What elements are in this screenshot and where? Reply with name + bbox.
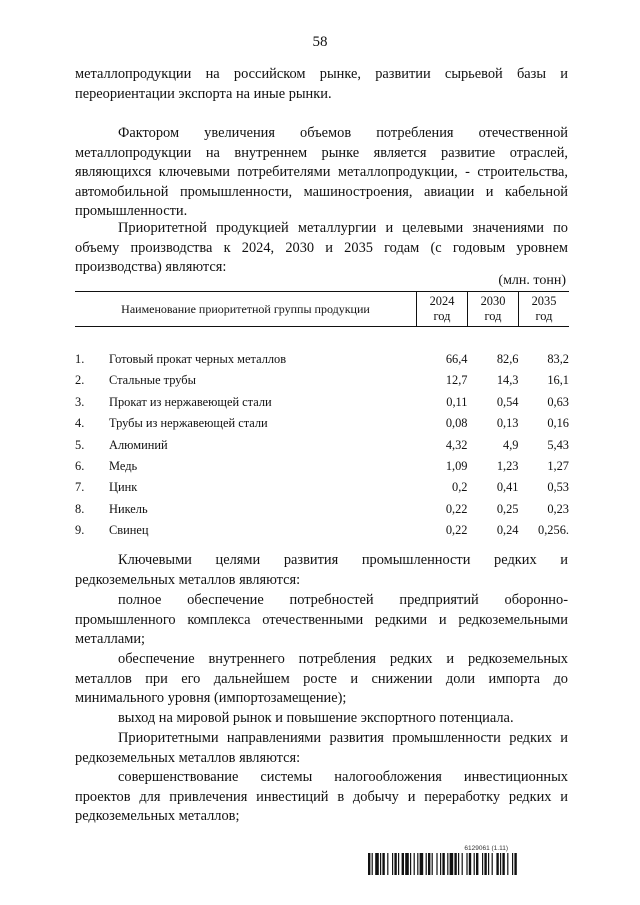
value-2024: 0,22 — [445, 523, 468, 538]
value-2030: 0,24 — [496, 523, 519, 538]
value-2030: 4,9 — [503, 437, 519, 452]
barcode-bar — [426, 853, 427, 875]
header-year-2035: 2035 год — [519, 292, 570, 327]
barcode-bar — [514, 853, 516, 875]
barcode-bar — [440, 853, 441, 875]
value-2024: 0,2 — [452, 480, 468, 495]
paragraph-goal-export: выход на мировой рынок и повышение экспортного потенциала. — [118, 710, 514, 726]
page-number: 58 — [312, 34, 328, 50]
barcode-bar — [458, 853, 459, 875]
barcode-bar — [368, 853, 370, 875]
value-2024: 12,7 — [445, 373, 468, 388]
barcode-bar — [484, 853, 486, 875]
barcode-code: 6129061 (1.11) — [464, 845, 508, 852]
paragraph-directions-intro: Приоритетными направлениями развития промышленности редких и редкоземельных металлов являются: — [75, 730, 568, 766]
barcode-bar — [387, 853, 388, 875]
barcode-bar — [398, 853, 399, 875]
barcode-bar — [482, 853, 483, 875]
value-2035: 1,27 — [547, 459, 569, 474]
row-number: 3. — [75, 394, 85, 409]
value-2030: 0,25 — [496, 501, 519, 516]
paragraph-priority-products: Приоритетной продукцией металлургии и целевыми значениями по объему производства к 2024, 2030 и 2035 годам (с годовым уровнем производства) являются: — [75, 220, 568, 276]
barcode-bar — [417, 853, 418, 875]
table-row — [75, 413, 569, 434]
row-name: Прокат из нержавеющей стали — [109, 394, 272, 409]
value-2035: 5,43 — [547, 437, 569, 452]
value-2035: 0,16 — [547, 416, 569, 431]
row-name: Цинк — [109, 480, 138, 495]
row-name: Медь — [109, 459, 138, 474]
value-2024: 1,09 — [445, 459, 468, 474]
barcode-bar — [420, 853, 424, 875]
barcode-bar — [375, 853, 379, 875]
barcode-bar — [512, 853, 513, 875]
barcode-bar — [507, 853, 508, 875]
value-2035: 0,63 — [547, 394, 569, 409]
barcode-bar — [428, 853, 430, 875]
value-2030: 0,54 — [496, 394, 519, 409]
table-row — [75, 455, 569, 476]
value-2024: 0,22 — [445, 501, 468, 516]
barcode-bar — [474, 853, 475, 875]
value-2024: 0,11 — [446, 394, 468, 409]
row-number: 4. — [75, 416, 85, 431]
barcode-bar — [402, 853, 404, 875]
row-number: 2. — [75, 373, 85, 388]
table-row — [75, 391, 569, 412]
barcode-bar — [462, 853, 463, 875]
barcode-image — [368, 853, 568, 875]
paragraph-goal-defense: полное обеспечение потребностей предприятий оборонно-промышленного комплекса отечественными редкими и редкоземельными металлами; — [75, 592, 568, 648]
value-2035: 16,1 — [547, 373, 569, 388]
barcode-bar — [492, 853, 493, 875]
table-row — [75, 434, 569, 455]
value-2035: 0,23 — [547, 501, 569, 516]
row-name: Никель — [109, 501, 148, 516]
table-header-row — [75, 292, 569, 327]
barcode-bar — [500, 853, 501, 875]
barcode-bar — [488, 853, 489, 875]
row-number: 9. — [75, 523, 85, 538]
row-name: Готовый прокат черных металлов — [109, 352, 287, 367]
value-2030: 14,3 — [496, 373, 519, 388]
value-2030: 1,23 — [496, 459, 519, 474]
value-2030: 0,41 — [496, 480, 519, 495]
value-2035: 83,2 — [547, 352, 569, 367]
row-name: Стальные трубы — [109, 373, 196, 388]
header-year-2030: 2030 год — [468, 292, 519, 327]
barcode-bar — [476, 853, 478, 875]
row-number: 8. — [75, 501, 85, 516]
barcode-bar — [496, 853, 498, 875]
row-name: Алюминий — [109, 437, 168, 452]
barcode-bar — [432, 853, 433, 875]
barcode-bar — [394, 853, 396, 875]
paragraph-key-goals-intro: Ключевыми целями развития промышленности редких и редкоземельных металлов являются: — [75, 552, 568, 588]
value-2024: 66,4 — [445, 352, 468, 367]
barcode-bar — [436, 853, 437, 875]
header-product-group: Наименование приоритетной группы продукции — [75, 292, 417, 327]
barcode-bar — [454, 853, 456, 875]
value-2035: 0,53 — [547, 480, 569, 495]
table-row — [75, 370, 569, 391]
table-row — [75, 520, 569, 541]
barcode-bar — [450, 853, 454, 875]
paragraph-consumption-factor: Фактором увеличения объемов потребления отечественной металлопродукции на внутреннем рынке является развитие отраслей, являющихся ключевыми потребителями металлопродукции, - строительства, автомобильной промышленности, машиностроения, авиации и кабельной промышленности. — [75, 125, 568, 220]
barcode-bar — [380, 853, 381, 875]
barcode-bar — [442, 853, 444, 875]
barcode-bar — [414, 853, 415, 875]
paragraph-direction-tax: совершенствование системы налогообложения инвестиционных проектов для привлечения инвестиций в добычу и переработку редких и редкоземельных металлов; — [75, 769, 568, 825]
value-2024: 4,32 — [445, 437, 468, 452]
production-table — [75, 291, 569, 541]
row-name: Свинец — [109, 523, 149, 538]
barcode-block — [368, 845, 568, 880]
paragraph-continuation: металлопродукции на российском рынке, развитии сырьевой базы и переориентации экспорта на иные рынки. — [75, 66, 568, 102]
units-label: (млн. тонн) — [498, 273, 566, 288]
barcode-bar — [392, 853, 393, 875]
value-2030: 0,13 — [496, 416, 519, 431]
barcode-bar — [447, 853, 448, 875]
table-row — [75, 498, 569, 519]
barcode-bar — [466, 853, 467, 875]
header-year-2024: 2024 год — [417, 292, 468, 327]
value-2024: 0,08 — [445, 416, 468, 431]
barcode-bar — [372, 853, 373, 875]
row-number: 1. — [75, 352, 85, 367]
row-name: Трубы из нержавеющей стали — [109, 416, 268, 431]
barcode-bar — [405, 853, 409, 875]
paragraph-goal-domestic: обеспечение внутреннего потребления редких и редкоземельных металлов при его дальнейшем росте и снижении доли импорта до минимального уровня (импортозамещение); — [75, 651, 568, 707]
row-number: 5. — [75, 437, 85, 452]
value-2035: 0,256. — [538, 523, 569, 538]
table-row — [75, 348, 569, 369]
table-row — [75, 477, 569, 498]
barcode-bar — [382, 853, 384, 875]
row-number: 6. — [75, 459, 85, 474]
barcode-bar — [469, 853, 471, 875]
row-number: 7. — [75, 480, 85, 495]
value-2030: 82,6 — [496, 352, 519, 367]
barcode-bar — [410, 853, 411, 875]
barcode-bar — [502, 853, 504, 875]
